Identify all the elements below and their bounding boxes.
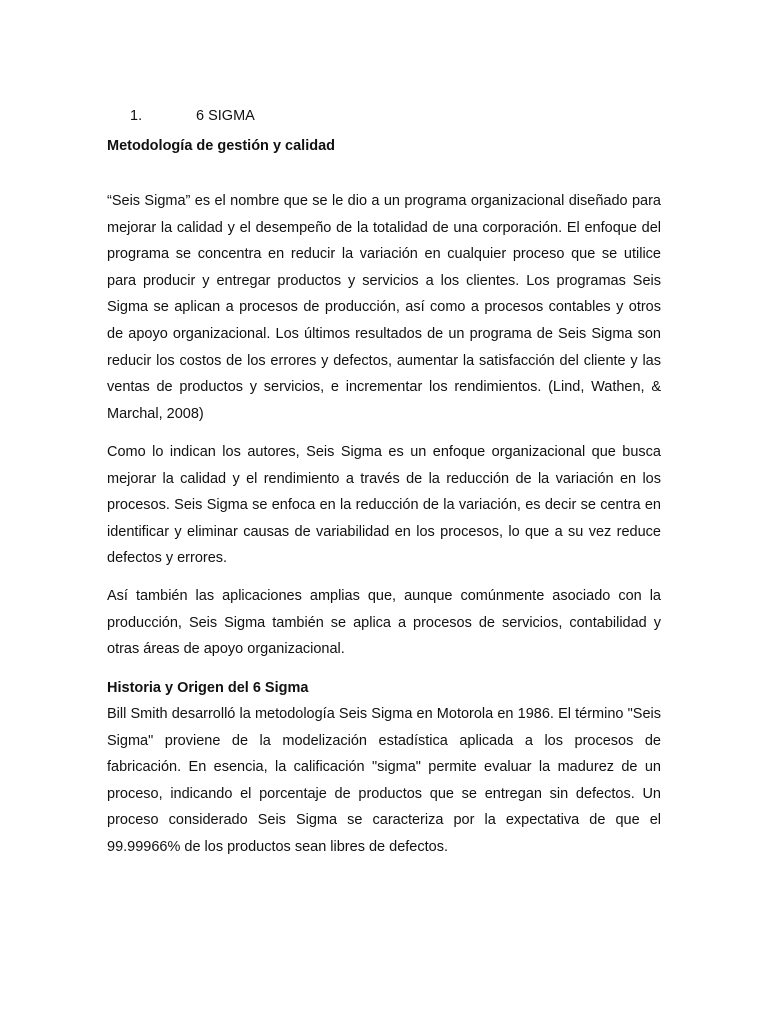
section-title-history: Historia y Origen del 6 Sigma bbox=[107, 680, 309, 696]
paragraph-history: Bill Smith desarrolló la metodología Seis Sigma en Motorola en 1986. El término "Seis Sigma" proviene de la modelización estadística aplicada a los procesos de fabricación. En esencia, la calificación "sigma" permite evaluar la madurez de un proceso, indicando el porcentaje de productos que se entregan sin defectos. Un proceso considerado Seis Sigma se caracteriza por la expectativa de que el 99.99966% de los productos sean libres de defectos. bbox=[107, 706, 661, 855]
paragraph-3: Así también las aplicaciones amplias que, aunque comúnmente asociado con la producción, Seis Sigma también se aplica a procesos de servicios, contabilidad y otras áreas de apoyo organizacional. bbox=[107, 588, 661, 658]
document-page bbox=[107, 0, 661, 1024]
paragraph-1: “Seis Sigma” es el nombre que se le dio a un programa organizacional diseñado para mejorar la calidad y el desempeño de la totalidad de una corporación. El enfoque del programa se concentra en reducir la variación en cualquier proceso que se utilice para producir y entregar productos y servicios a los clientes. Los programas Seis Sigma se aplican a procesos de producción, así como a procesos contables y otros de apoyo organizacional. Los últimos resultados de un programa de Seis Sigma son reducir los costos de los errores y defectos, aumentar la satisfacción del cliente y las ventas de productos y servicios, e incrementar los rendimientos. (Lind, Wathen, & Marchal, 2008) bbox=[107, 193, 661, 422]
heading-title: 6 SIGMA bbox=[196, 108, 255, 124]
heading-number: 1. bbox=[130, 108, 143, 124]
paragraph-2: Como lo indican los autores, Seis Sigma es un enfoque organizacional que busca mejorar la calidad y el rendimiento a través de la reducción de la variación en los procesos. Seis Sigma se enfoca en la reducción de la variación, es decir se centra en identificar y eliminar causas de variabilidad en los procesos, lo que a su vez reduce defectos y errores. bbox=[107, 444, 661, 567]
document-subtitle: Metodología de gestión y calidad bbox=[107, 138, 335, 154]
